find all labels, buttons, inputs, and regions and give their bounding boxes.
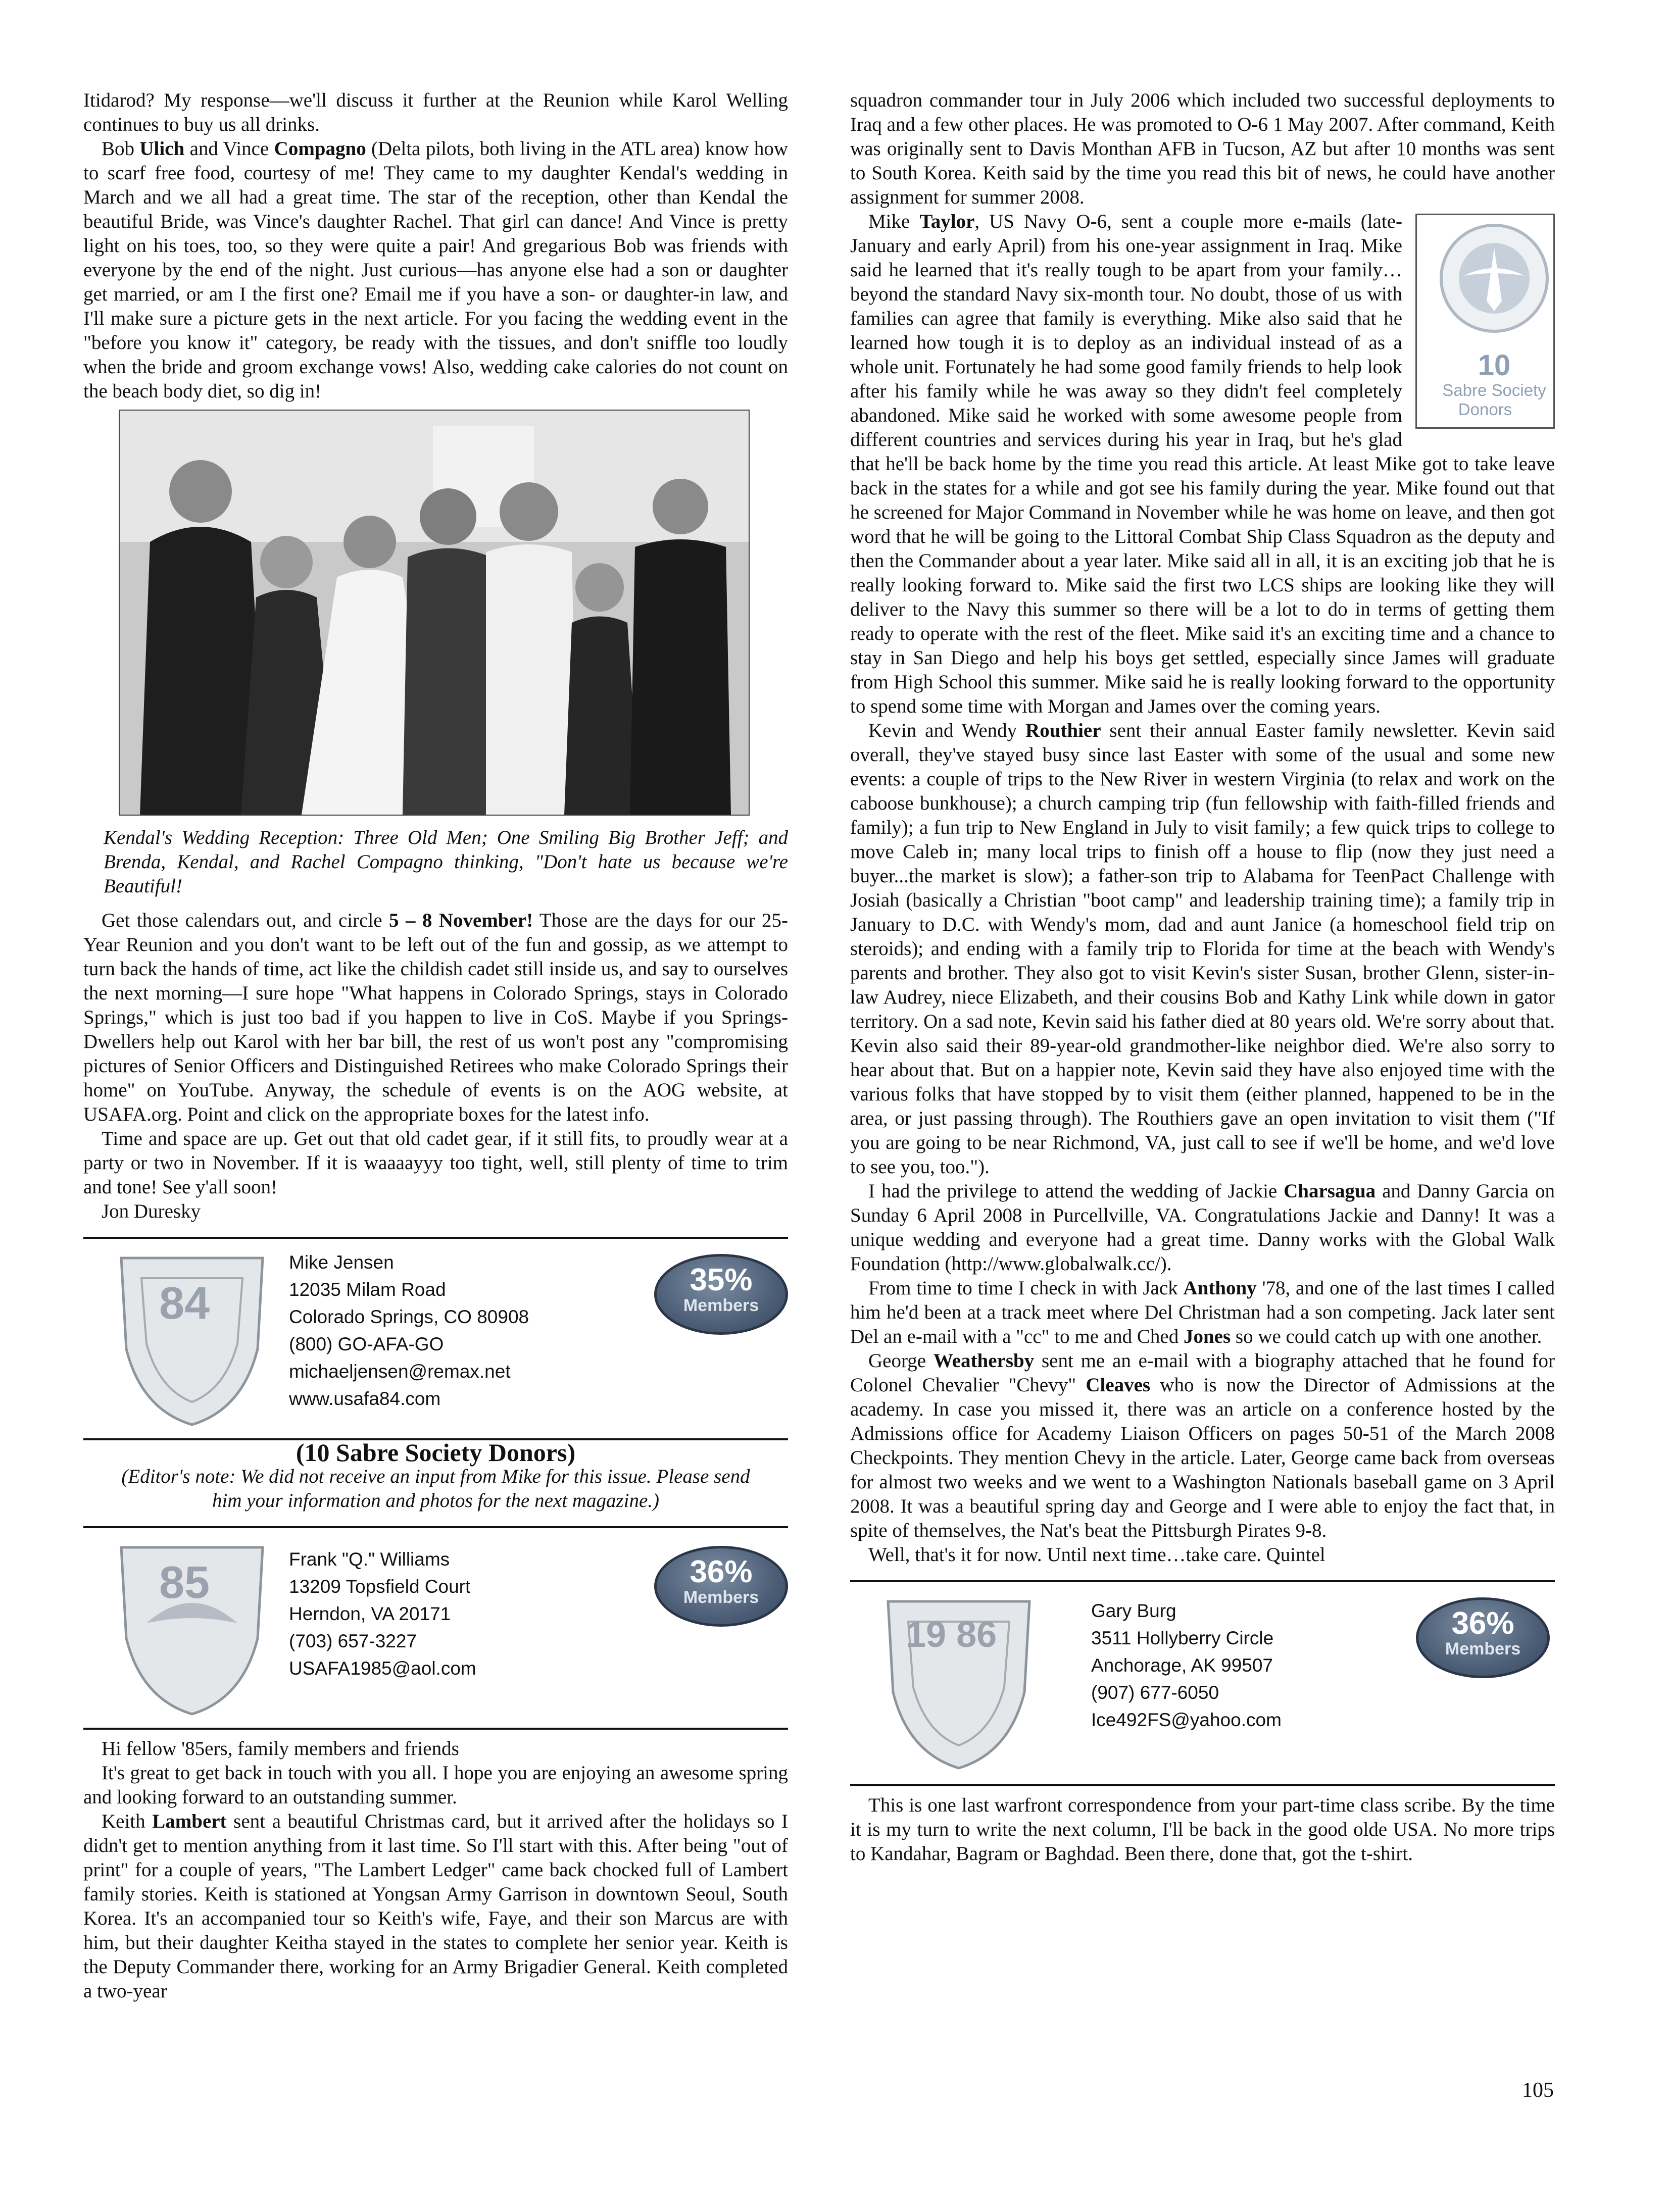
paragraph: Time and space are up. Get out that old cadet gear, if it still fits, to proudly wear at a party or two in November. If it is waaaayyy too tight, well, still plenty of time to trim and tone! See y'all soon! (83, 1128, 788, 1198)
email-link[interactable]: Ice492FS@yahoo.com (1091, 1710, 1282, 1730)
address-line: Anchorage, AK 99507 (1091, 1655, 1273, 1676)
class-contact (1091, 1597, 1282, 1734)
paragraph: Hi fellow '85ers, family members and friends (102, 1738, 459, 1759)
scribe-name: Mike Jensen (289, 1252, 394, 1273)
divider (83, 1728, 788, 1730)
paragraph: I had the privilege to attend the wedding of Jackie Charsagua and Danny Garcia on Sunday 6 April 2008 in Purcellville, VA. Congratulations Jackie and Danny! It was a unique wedding and everyone had a great time. Danny works with the Global Walk Foundation (http://www.globalwalk.cc/). (850, 1180, 1555, 1275)
class-contact (289, 1249, 529, 1413)
phone-number: (800) GO-AFA-GO (289, 1334, 444, 1354)
sabre-society-box: 10 Sabre Society Donors (1415, 214, 1555, 429)
paragraph: Keith Lambert sent a beautiful Christmas card, but it arrived after the holidays so I didn't get to mention anything from it last time. So I'll start with this. After being "out of print" for a couple of years, "The Lambert Ledger" came back chocked full of Lambert family stories. Keith is stationed at Yongsan Army Garrison in downtown Seoul, South Korea. It's an accompanied tour so Keith's wife, Faye, and their son Marcus are with him, but their daughter Keitha stayed in the states to complete her senior year. Keith is the Deputy Commander there, working for an Army Brigadier General. Keith completed a two-year (83, 1811, 788, 2002)
membership-badge: 36% Members (654, 1546, 788, 1627)
paragraph: Well, that's it for now. Until next time…take care. Quintel (868, 1544, 1325, 1566)
wedding-photo-figures (120, 411, 749, 815)
membership-badge: 36% Members (1416, 1597, 1550, 1678)
paragraph: Itidarod? My response—we'll discuss it further at the Reunion while Karol Welling continues to buy us all drinks. (83, 89, 788, 135)
class-1984-card (83, 1239, 788, 1438)
phone-number: (907) 677-6050 (1091, 1682, 1219, 1703)
email-link[interactable]: USAFA1985@aol.com (289, 1658, 476, 1679)
phone-number: (703) 657-3227 (289, 1631, 417, 1651)
editor-note: (Editor's note: We did not receive an input from Mike for this issue. Please send him your information and photos for the next magazine.) (121, 1466, 750, 1512)
email-link[interactable]: michaeljensen@remax.net (289, 1361, 511, 1382)
divider (850, 1784, 1555, 1786)
paragraph: Kevin and Wendy Routhier sent their annual Easter family newsletter. Kevin said overall, they've stayed busy since last Easter with some of the usual and some new events: a couple of trips to the New River in western Virginia (to relax and work on the caboose bunkhouse); a church camping trip (fun fellowship with faith-filled friends and family); a fun trip to New England in July to visit family; a few quick trips to college to move Caleb in; many local trips to finish off a house to flip (now they just need a buyer...the market is slow); a father-son trip to Alabama for TeenPact Challenge with Josiah (basically a Christian "boot camp" and leadership training time); a family trip in January to D.C. with Wendy's mom, dad and aunt Janice (a homeschool field trip on steroids); and ending with a family trip to Florida for time at the beach with Wendy's parents and brother. They also got to visit Kevin's sister Susan, brother Glenn, sister-in-law Audrey, niece Elizabeth, and their cousins Bob and Kathy Link while down in gator territory. On a sad note, Kevin said his father died at 80 years old. We're sorry about that. Kevin also said their 89-year-old grandmother-like neighbor died. We're also sorry to hear about that. But on a happier note, Kevin said they have also enjoyed time with the various folks that have stopped by to visit them (either planned, happened to be in the area, or just passing through). The Routhiers gave an open invitation to visit them ("If you are going to be near Richmond, VA, just call to see if we'll be home, and we'd love to see you, too."). (850, 720, 1555, 1178)
sabre-society-icon (1436, 215, 1552, 341)
svg-text:84: 84 (159, 1278, 210, 1329)
sabre-society-heading: (10 Sabre Society Donors) (296, 1438, 576, 1467)
paragraph: It's great to get back in touch with you all. I hope you are enjoying an awesome spring and looking forward to an outstanding summer. (83, 1762, 788, 1808)
left-column (83, 88, 788, 2003)
paragraph: From time to time I check in with Jack Anthony '78, and one of the last times I called him he'd been at a track meet where Del Christman had a son competing. Jack later sent Del an e-mail with a "cc" to me and Ched Jones so we could catch up with one another. (850, 1277, 1555, 1347)
class-1985-card (83, 1528, 788, 1728)
class-contact (289, 1546, 476, 1682)
right-column (850, 88, 1555, 1866)
class-crest-icon (111, 1537, 273, 1719)
wedding-photo (119, 410, 750, 816)
address-line: 3511 Hollyberry Circle (1091, 1628, 1274, 1648)
paragraph: George Weathersby sent me an e-mail with a biography attached that he found for Colonel Chevalier "Chevy" Cleaves who is now the Director of Admissions at the academy. In case you missed it, there was an article on a conference hosted by the Admissions office for Academy Liaison Officers on pages 50-51 of the March 2008 Checkpoints. They mention Chevy in the article. Later, George came back from overseas for almost two weeks and we went to a Washington Nationals baseball game on 3 April 2008. It was a beautiful spring day and George and I were able to enjoy the fact that, in spite of themselves, the Nat's beat the Pittsburgh Pirates 9-8. (850, 1350, 1555, 1541)
scribe-name: Frank "Q." Williams (289, 1549, 450, 1570)
page-number: 105 (1522, 2079, 1554, 2102)
address-line: Colorado Springs, CO 80908 (289, 1306, 529, 1327)
paragraph: Get those calendars out, and circle 5 – 8 November! Those are the days for our 25-Year Reunion and you don't want to be left out of the fun and gossip, as we attempt to turn back the hands of time, act like the childish cadet still inside us, and say to ourselves the next morning—I sure hope "What happens in Colorado Springs, stays in Colorado Springs," which is just too bad if you happen to live in CoS. Maybe if you Springs-Dwellers help out Karol with her bar bill, the rest of us won't post any "compromising pictures of Senior Officers and Distinguished Retirees who make Colorado Springs their home" on YouTube. Anyway, the schedule of events is on the AOG website, at USAFA.org. Point and click on the appropriate boxes for the latest info. (83, 910, 789, 1125)
address-line: 13209 Topsfield Court (289, 1576, 471, 1597)
membership-badge: 35% Members (654, 1254, 788, 1335)
scribe-name: Gary Burg (1091, 1600, 1176, 1621)
paragraph: Bob Ulich and Vince Compagno (Delta pilots, both living in the ATL area) know how to scarf free food, courtesy of me! They came to my daughter Kendal's wedding in March and we all had a great time. The star of the reception, other than Kendal the beautiful Bride, was Vince's daughter Rachel. That girl can dance! And Vince is pretty light on his toes, too, so they were quite a pair! And gregarious Bob was friends with everyone by the end of the night. Just curious—has anyone else had a son or daughter get married, or am I the first one? Email me if you have a son- or daughter-in law, and I'll make sure a picture gets in the next article. For you facing the wedding event in the "before you know it" category, be ready with the tissues, and don't sniffle too loudly when the bride and groom exchange vows! Also, wedding cake calories do not count on the beach body diet, so dig in! (83, 138, 789, 402)
class-crest-icon (878, 1591, 1040, 1773)
address-line: 12035 Milam Road (289, 1279, 446, 1300)
photo-caption: Kendal's Wedding Reception: Three Old Men; One Smiling Big Brother Jeff; and Brenda, Kendal, and Rachel Compagno thinking, "Don't hate us because we're Beautiful! (104, 827, 788, 897)
class-1986-card (850, 1582, 1555, 1784)
signoff: Jon Duresky (102, 1200, 201, 1222)
class-crest-icon (111, 1248, 273, 1430)
paragraph: 10 Sabre Society Donors Mike Taylor, US Navy O-6, sent a couple more e-mails (late-January and early April) from his one-year assignment in Iraq. Mike said he learned that it's really tough to be apart from your family…beyond the standard Navy six-month tour. No doubt, those of us with families can agree that family is everything. Mike also said that he learned how tough it is to deploy as an individual instead of as a whole unit. Fortunately he had some good family friends to help look after his family while he was away so they didn't feel completely abandoned. Mike said he worked with some awesome people from different countries and services during his year in Iraq, but he's glad that he'll be back home by the time you read this article. At least Mike got to take leave back in the states for a while and got see his family during the year. Mike found out that he screened for Major Command in November while he was home on leave, and then got word that he will be going to the Littoral Combat Ship Class Squadron as the deputy and then the Commander about a year later. Mike said all in all, it is an exciting job that he is really looking forward to. Mike said the first two LCS ships are looking like they will deliver to the Navy this summer so there will be a lot to do in terms of getting them ready to operate with the rest of the fleet. Mike said it's an exciting time and a chance to stay in San Diego and help his boys get settled, especially since James will graduate from High School this summer. Mike said he is really looking forward to the opportunity to spend some time with Morgan and James over the coming years. (850, 211, 1555, 717)
svg-text:85: 85 (159, 1557, 210, 1608)
paragraph: squadron commander tour in July 2006 which included two successful deployments to Iraq and a few other places. He was promoted to O-6 1 May 2007. After command, Keith was originally sent to Davis Monthan AFB in Tucson, AZ but after 10 months was sent to South Korea. Keith said by the time you read this bit of news, he could have another assignment for summer 2008. (850, 89, 1555, 208)
website-link[interactable]: www.usafa84.com (289, 1388, 441, 1409)
paragraph: This is one last warfront correspondence from your part-time class scribe. By the time it is my turn to write the next column, I'll be back in the good olde USA. No more trips to Kandahar, Bagram or Baghdad. Been there, done that, got the t-shirt. (850, 1794, 1555, 1865)
svg-text:19 86: 19 86 (906, 1615, 997, 1655)
address-line: Herndon, VA 20171 (289, 1603, 451, 1624)
